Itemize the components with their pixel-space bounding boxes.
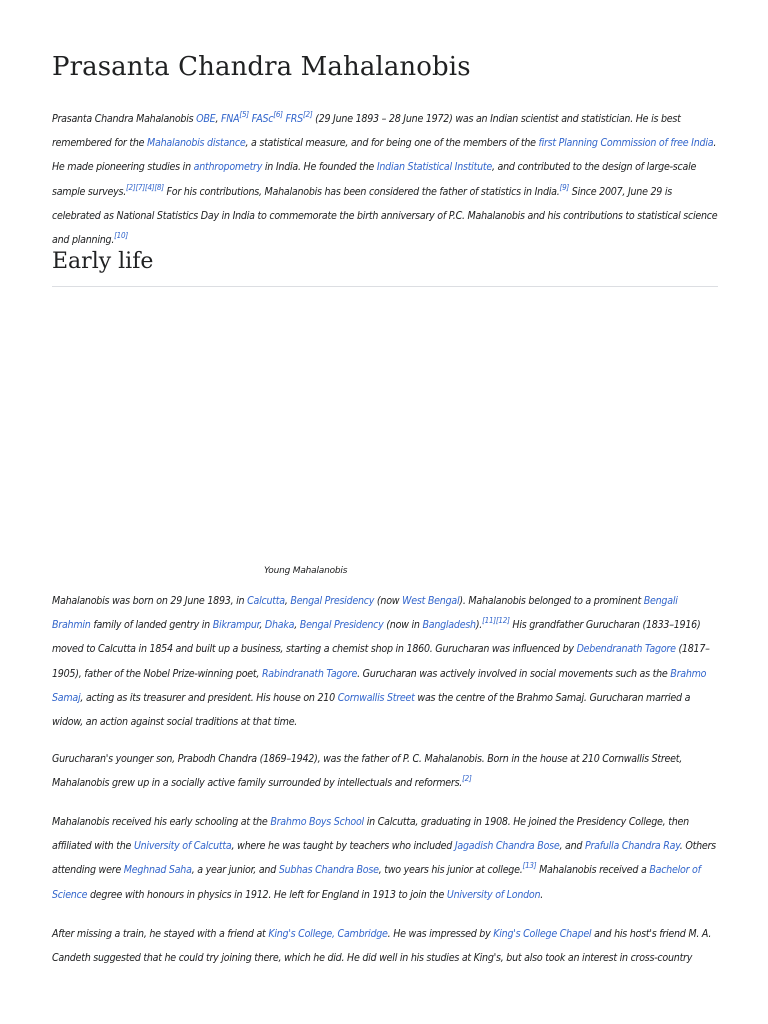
text: ,	[215, 113, 221, 125]
link-kings-college-chapel[interactable]: King's College Chapel	[493, 928, 592, 940]
text: . He made pioneering studies in	[52, 137, 717, 174]
link-bengal-presidency[interactable]: Bengal Presidency	[290, 595, 375, 607]
citation-ref[interactable]: [2]	[302, 110, 313, 119]
text: For his contributions, Mahalanobis has been considered the father of statistics in India.	[163, 185, 560, 198]
citation-ref[interactable]: [6]	[273, 110, 283, 119]
citation-ref[interactable]: [13]	[522, 861, 537, 871]
link-brahmo-samaj[interactable]: Brahmo Samaj	[52, 667, 707, 704]
text: , acting as its treasurer and president. His house on 210	[80, 691, 338, 704]
link-brahmo-boys-school[interactable]: Brahmo Boys School	[270, 816, 364, 828]
link-fna[interactable]: FNA	[221, 113, 240, 125]
text: ). Mahalanobis belonged to a prominent	[459, 595, 644, 607]
text: (now in	[383, 619, 423, 632]
link-subhas-chandra-bose[interactable]: Subhas Chandra Bose	[278, 864, 379, 877]
text: Prasanta Chandra Mahalanobis	[52, 113, 197, 125]
text: (1817–1905), father of the Nobel Prize-winning poet,	[52, 643, 710, 680]
text: His grandfather Gurucharan (1833–1916) moved to Calcutta in 1854 and built up a business, starting a chemist shop in 1860. Gurucharan was influenced by	[52, 619, 701, 656]
text: , a year junior, and	[191, 864, 279, 877]
link-rabindranath-tagore[interactable]: Rabindranath Tagore	[261, 667, 358, 680]
citation-ref[interactable]: [5]	[239, 110, 249, 119]
early-life-paragraph-3	[52, 810, 718, 907]
text: , where he was taught by teachers who included	[231, 840, 455, 853]
link-dhaka[interactable]: Dhaka	[264, 619, 295, 632]
link-anthropometry[interactable]: anthropometry	[193, 161, 263, 174]
intro-paragraph	[52, 107, 718, 252]
text: ,	[294, 619, 300, 632]
link-kings-college-cambridge[interactable]: King's College, Cambridge	[268, 928, 388, 940]
link-bengal-presidency[interactable]: Bengal Presidency	[299, 619, 384, 632]
text: , a statistical measure, and for being one of the members of the	[245, 137, 539, 150]
link-debendranath-tagore[interactable]: Debendranath Tagore	[576, 643, 676, 656]
link-jagadish-chandra-bose[interactable]: Jagadish Chandra Bose	[454, 840, 560, 853]
text: ,	[259, 619, 265, 632]
text: (29 June 1893 – 28 June 1972) was an Indian scientist and statistician. He is best remembered for the	[52, 113, 681, 150]
page-title: Prasanta Chandra Mahalanobis	[52, 52, 471, 82]
text: family of landed gentry in	[90, 619, 213, 632]
early-life-paragraph-4	[52, 922, 718, 970]
text: (now	[374, 595, 403, 607]
link-fasc[interactable]: FASc	[251, 113, 274, 125]
text: After missing a train, he stayed with a friend at	[52, 928, 269, 940]
text: and his host's friend M. A. Candeth suggested that he could try joining there, which he did. He did well in his studies at King's, but also took an interest in cross-country	[52, 928, 712, 965]
text: in Calcutta, graduating in 1908. He joined the Presidency College, then affiliated with the	[52, 816, 689, 853]
link-west-bengal[interactable]: West Bengal	[402, 595, 460, 607]
text: Mahalanobis received his early schooling at the	[52, 816, 271, 828]
text: degree with honours in physics in 1912. He left for England in 1913 to join the	[87, 888, 447, 901]
link-prafulla-chandra-ray[interactable]: Prafulla Chandra Ray	[585, 840, 680, 853]
link-meghnad-saha[interactable]: Meghnad Saha	[123, 864, 192, 877]
text: ,	[284, 595, 291, 607]
citation-ref[interactable]: [2][7][4][8]	[126, 182, 164, 192]
text: , and	[559, 840, 586, 853]
link-bachelor-of-science[interactable]: Bachelor of Science	[52, 864, 701, 901]
early-life-paragraph-2	[52, 747, 718, 795]
link-frs[interactable]: FRS	[285, 113, 303, 125]
link-bangladesh[interactable]: Bangladesh	[422, 619, 476, 632]
link-university-of-calcutta[interactable]: University of Calcutta	[133, 840, 232, 853]
link-mahalanobis-distance[interactable]: Mahalanobis distance	[147, 137, 246, 150]
citation-ref[interactable]: [11][12]	[482, 616, 510, 626]
link-planning-commission[interactable]: first Planning Commission of free India	[538, 137, 714, 150]
text: in India. He founded the	[262, 161, 377, 174]
text: . He was impressed by	[387, 928, 494, 940]
text: Since 2007, June 29 is celebrated as National Statistics Day in India to commemorate the birth anniversary of P.C. Mahalanobis and his contributions to statistical science and planning.	[52, 185, 718, 247]
link-cornwallis-street[interactable]: Cornwallis Street	[337, 691, 415, 704]
citation-ref[interactable]: [10]	[114, 231, 128, 241]
text: . Others attending were	[52, 840, 716, 877]
text: Mahalanobis received a	[536, 864, 650, 877]
text: . Gurucharan was actively involved in social movements such as the	[357, 667, 671, 680]
link-university-of-london[interactable]: University of London	[446, 888, 541, 901]
link-calcutta[interactable]: Calcutta	[247, 595, 285, 607]
text: Mahalanobis was born on 29 June 1893, in	[52, 595, 248, 607]
text: ).	[475, 619, 483, 632]
citation-ref[interactable]: [2]	[462, 774, 472, 784]
section-heading-early-life: Early life	[52, 249, 718, 287]
portrait-image[interactable]	[52, 296, 718, 556]
image-caption: Young Mahalanobis	[264, 566, 348, 576]
early-life-paragraph-1	[52, 589, 718, 734]
link-bengali-brahmin[interactable]: Bengali Brahmin	[52, 595, 678, 632]
citation-ref[interactable]: [9]	[559, 182, 569, 192]
text: was the centre of the Brahmo Samaj. Gurucharan married a widow, an action against social traditions at that time.	[52, 691, 691, 729]
text: , two years his junior at college.	[378, 864, 523, 877]
link-bikrampur[interactable]: Bikrampur	[212, 619, 260, 632]
text: Gurucharan's younger son, Prabodh Chandra (1869–1942), was the father of P. C. Mahalanobis. Born in the house at 210 Cornwallis Street, Mahalanobis grew up in a socially active family surrounded by intellectuals and reformers.	[52, 753, 683, 790]
link-indian-statistical-institute[interactable]: Indian Statistical Institute	[376, 161, 492, 174]
text: , and contributed to the design of large-scale sample surveys.	[52, 161, 697, 198]
link-obe[interactable]: OBE	[196, 113, 216, 125]
text: .	[540, 888, 544, 901]
